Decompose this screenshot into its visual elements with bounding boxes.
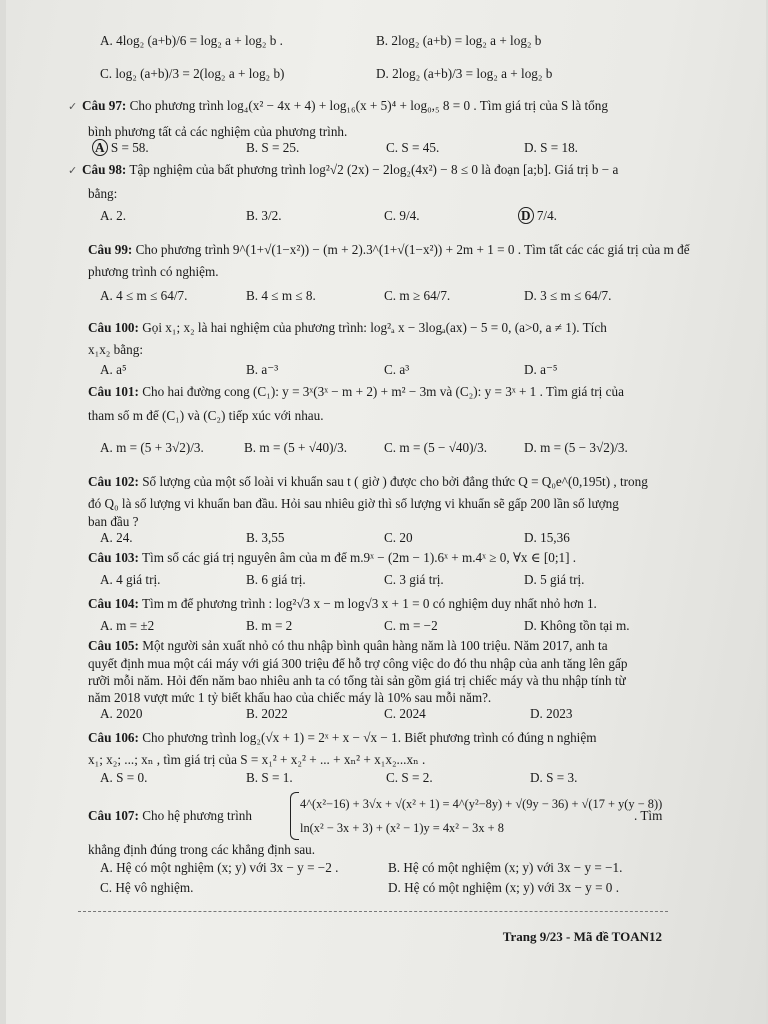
q106-option-d: D. S = 3.	[530, 770, 578, 785]
q101-prompt-line1	[88, 384, 624, 400]
footer-divider	[78, 911, 668, 912]
pencil-tick-mark: ✓	[68, 100, 78, 113]
q104-option-a: A. m = ±2	[100, 618, 155, 633]
q99-option-b: B. 4 ≤ m ≤ 8.	[246, 288, 316, 303]
q106-option-c: C. S = 2.	[386, 770, 433, 785]
q97-option-a	[92, 140, 149, 156]
q98-label: Câu 98:	[82, 162, 127, 177]
q104-text: Tìm m để phương trình : log²√3 x − m log√3 x + 1 = 0 có nghiệm duy nhất nhỏ hơn 1.	[141, 596, 597, 611]
q102-prompt-line1	[88, 474, 648, 490]
q106-option-a: A. S = 0.	[100, 770, 148, 785]
q107-text: Cho hệ phương trình	[142, 808, 252, 823]
q107-option-b: B. Hệ có một nghiệm (x; y) với 3x − y = −1.	[388, 860, 623, 875]
q106-prompt-line2: x₁; x₂; ...; xₙ , tìm giá trị của S = x₁² + x₂² + ... + xₙ² + x₁x₂...xₙ .	[88, 752, 426, 767]
q100-prompt-line1	[88, 320, 607, 336]
q97-prompt-line1	[82, 98, 608, 114]
q105-prompt-line2: quyết định mua một cái máy với giá 300 triệu để hỗ trợ công việc do đó thu nhập của anh tăng lên gấp	[88, 656, 628, 671]
prev-option-c: C. log₂ (a+b)/3 = 2(log₂ a + log₂ b)	[100, 66, 285, 81]
q102-option-a: A. 24.	[100, 530, 133, 545]
q107-option-d: D. Hệ có một nghiệm (x; y) với 3x − y = 0 .	[388, 880, 619, 895]
q98-option-c: C. 9/4.	[384, 208, 420, 223]
q107-equation-2: ln(x² − 3x + 3) + (x² − 1)y = 4x² − 3x + 8	[300, 821, 504, 835]
q107-prompt-line2: khẳng định đúng trong các khẳng định sau.	[88, 842, 316, 857]
q97-prompt-line2: bình phương tất cả các nghiệm của phương trình.	[88, 124, 348, 139]
q105-option-b: B. 2022	[246, 706, 288, 721]
q104-label: Câu 104:	[88, 596, 139, 611]
q107-option-a: A. Hệ có một nghiệm (x; y) với 3x − y = −2 .	[100, 860, 339, 875]
q99-text: Cho phương trình 9^(1+√(1−x²)) − (m + 2).3^(1+√(1−x²)) + 2m + 1 = 0 . Tìm tất các các giá trị của m để	[135, 242, 690, 257]
q99-option-c: C. m ≥ 64/7.	[384, 288, 451, 303]
q97-answer-circle: A	[92, 139, 108, 156]
q102-label: Câu 102:	[88, 474, 139, 489]
q105-label: Câu 105:	[88, 638, 139, 653]
q99-label: Câu 99:	[88, 242, 133, 257]
q101-option-c: C. m = (5 − √40)/3.	[384, 440, 488, 455]
q107-equation-1: 4^(x²−16) + 3√x + √(x² + 1) = 4^(y²−8y) + √(9y − 36) + √(17 + y(y − 8))	[300, 797, 663, 811]
q103-prompt-line1	[88, 550, 576, 566]
q99-option-d: D. 3 ≤ m ≤ 64/7.	[524, 288, 612, 303]
q107-label: Câu 107:	[88, 808, 139, 823]
q102-prompt-line3: ban đầu ?	[88, 514, 139, 529]
q103-option-a: A. 4 giá trị.	[100, 572, 161, 587]
q100-option-b: B. a⁻³	[246, 362, 279, 377]
q105-option-a: A. 2020	[100, 706, 143, 721]
q104-option-c: C. m = −2	[384, 618, 438, 633]
q97-option-b: B. S = 25.	[246, 140, 300, 155]
q105-option-d: D. 2023	[530, 706, 573, 721]
q100-option-a: A. a⁵	[100, 362, 127, 377]
q104-prompt-line1	[88, 596, 597, 612]
q103-option-c: C. 3 giá trị.	[384, 572, 444, 587]
q97-text: Cho phương trình log₄(x² − 4x + 4) + log₁₆(x + 5)⁴ + log₀,₅ 8 = 0 . Tìm giá trị của S là tổng	[129, 98, 608, 113]
q100-option-c: C. a³	[384, 362, 410, 377]
prev-option-b: B. 2log₂ (a+b) = log₂ a + log₂ b	[376, 33, 542, 48]
q97-label: Câu 97:	[82, 98, 127, 113]
q99-option-a: A. 4 ≤ m ≤ 64/7.	[100, 288, 188, 303]
q99-prompt-line2: phương trình có nghiệm.	[88, 264, 219, 279]
q103-label: Câu 103:	[88, 550, 139, 565]
q98-prompt-line1	[82, 162, 618, 178]
q100-prompt-line2: x₁x₂ bằng:	[88, 342, 143, 357]
q97-option-c: C. S = 45.	[386, 140, 440, 155]
q105-prompt-line3: rưỡi mỗi năm. Hỏi đến năm bao nhiêu anh ta có tổng tài sản gồm giá trị chiếc máy và thu nhập tính từ	[88, 673, 626, 688]
q105-prompt-line4: năm 2018 vượt mức 1 tỷ biết khấu hao của chiếc máy là 10% sau mỗi năm?.	[88, 690, 492, 705]
q103-option-d: D. 5 giá trị.	[524, 572, 585, 587]
q101-option-b: B. m = (5 + √40)/3.	[244, 440, 348, 455]
q101-text: Cho hai đường cong (C₁): y = 3ˣ(3ˣ − m + 2) + m² − 3m và (C₂): y = 3ˣ + 1 . Tìm giá trị của	[142, 384, 624, 399]
q102-option-d: D. 15,36	[524, 530, 570, 545]
q106-prompt-line1	[88, 730, 596, 746]
page-footer: Trang 9/23 - Mã đề TOAN12	[502, 929, 662, 944]
q100-label: Câu 100:	[88, 320, 139, 335]
q106-text: Cho phương trình log₂(√x + 1) = 2ˣ + x − √x − 1. Biết phương trình có đúng n nghiệm	[142, 730, 597, 745]
q107-system-brace	[290, 792, 299, 840]
q106-label: Câu 106:	[88, 730, 139, 745]
q102-option-b: B. 3,55	[246, 530, 285, 545]
q105-prompt-line1	[88, 638, 608, 654]
q102-option-c: C. 20	[384, 530, 413, 545]
q101-option-d: D. m = (5 − 3√2)/3.	[524, 440, 628, 455]
q98-option-b: B. 3/2.	[246, 208, 282, 223]
q97-option-d: D. S = 18.	[524, 140, 578, 155]
q98-option-d-text: 7/4.	[536, 208, 557, 223]
q97-option-a-text: S = 58.	[110, 140, 149, 155]
exam-page	[6, 0, 766, 1024]
q101-label: Câu 101:	[88, 384, 139, 399]
q103-option-b: B. 6 giá trị.	[246, 572, 306, 587]
q98-option-d	[518, 208, 557, 224]
q106-option-b: B. S = 1.	[246, 770, 293, 785]
q107-prompt-intro	[88, 808, 252, 824]
q102-prompt-line2: đó Q₀ là số lượng vi khuẩn ban đầu. Hỏi sau nhiêu giờ thì số lượng vi khuẩn sẽ gấp 200 lần số lượng	[88, 496, 619, 511]
q98-text: Tập nghiệm của bất phương trình log²√2 (2x) − 2log₂(4x²) − 8 ≤ 0 là đoạn [a;b]. Giá trị b − a	[129, 162, 619, 177]
q99-prompt-line1	[88, 242, 690, 258]
q98-answer-circle: D	[518, 207, 534, 224]
q105-text: Một người sản xuất nhỏ có thu nhập bình quân hàng năm là 100 triệu. Năm 2017, anh ta	[142, 638, 608, 653]
q107-option-c: C. Hệ vô nghiệm.	[100, 880, 194, 895]
q101-prompt-line2: tham số m để (C₁) và (C₂) tiếp xúc với nhau.	[88, 408, 324, 423]
q98-option-a: A. 2.	[100, 208, 127, 223]
q98-prompt-line2: bằng:	[88, 186, 118, 201]
q103-text: Tìm số các giá trị nguyên âm của m để m.9ˣ − (2m − 1).6ˣ + m.4ˣ ≥ 0, ∀x ∈ [0;1] .	[141, 550, 577, 565]
prev-option-a: A. 4log₂ (a+b)/6 = log₂ a + log₂ b .	[100, 33, 283, 48]
pencil-tick-mark: ✓	[68, 164, 78, 177]
q104-option-d: D. Không tồn tại m.	[524, 618, 630, 633]
q102-text: Số lượng của một số loài vi khuẩn sau t ( giờ ) được cho bởi đẳng thức Q = Q₀e^(0,195t) , trong	[142, 474, 648, 489]
q100-text: Gọi x₁; x₂ là hai nghiệm của phương trình: log²ₐ x − 3logₐ(ax) − 5 = 0, (a>0, a ≠ 1). Tích	[142, 320, 607, 335]
q105-option-c: C. 2024	[384, 706, 426, 721]
q107-tail: . Tìm	[634, 808, 663, 823]
prev-option-d: D. 2log₂ (a+b)/3 = log₂ a + log₂ b	[376, 66, 553, 81]
q101-option-a: A. m = (5 + 3√2)/3.	[100, 440, 204, 455]
q104-option-b: B. m = 2	[246, 618, 293, 633]
q100-option-d: D. a⁻⁵	[524, 362, 558, 377]
